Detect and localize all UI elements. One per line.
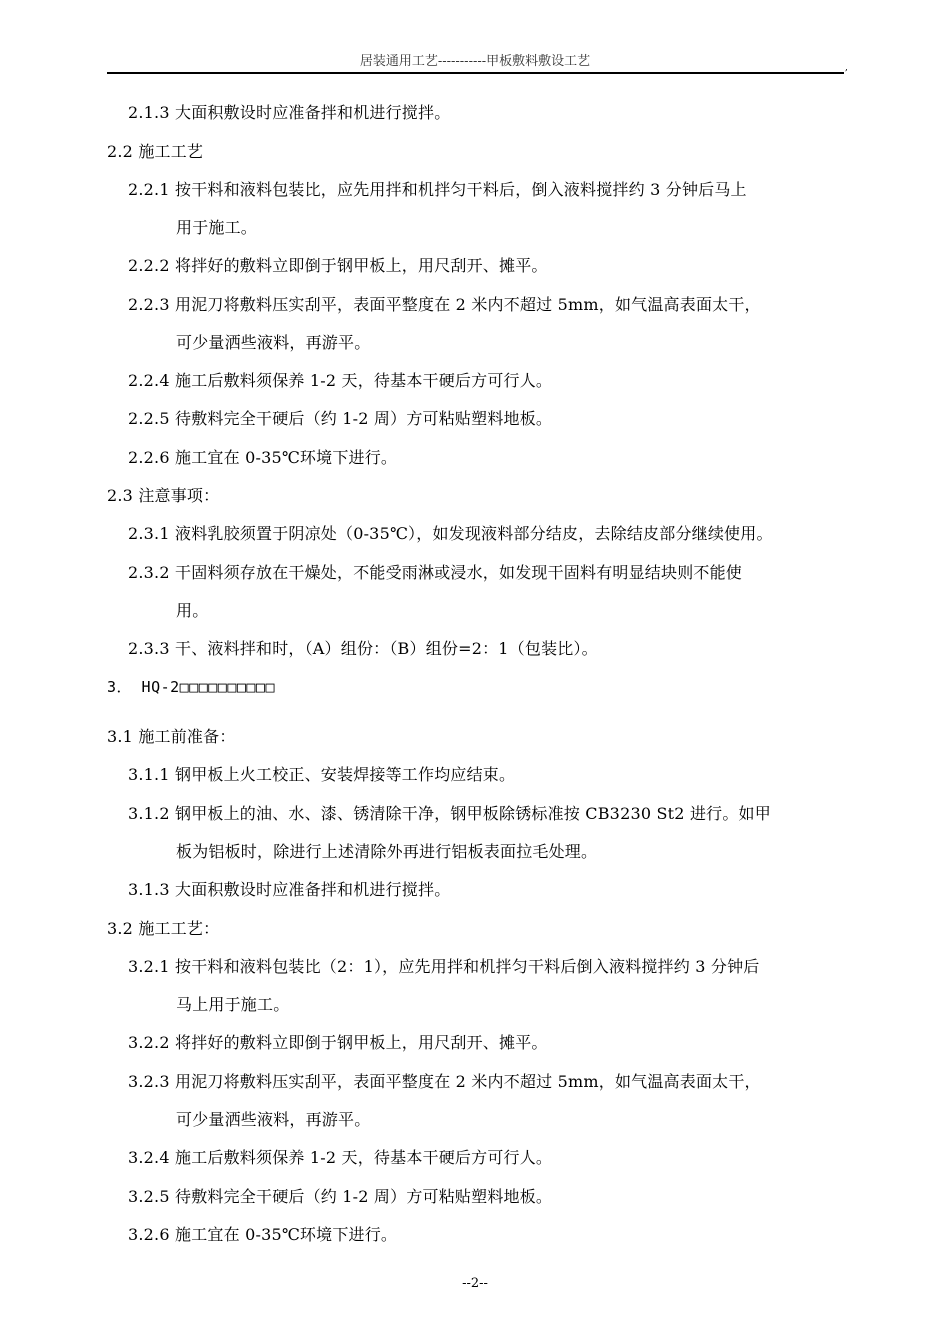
clause-2-2-3: 2.2.3 用泥刀将敷料压实刮平，表面平整度在 2 米内不超过 5mm，如气温高表面太干， [128, 295, 761, 314]
clause-3-2-4: 3.2.4 施工后敷料须保养 1-2 天，待基本干硬后方可行人。 [128, 1148, 553, 1167]
clause-3-1-3: 3.1.3 大面积敷设时应准备拌和机进行搅拌。 [128, 880, 451, 899]
header-mark: , [845, 63, 848, 73]
heading-2-2: 2.2 施工工艺 [107, 142, 204, 161]
header-divider [107, 72, 844, 74]
clause-2-1-3: 2.1.3 大面积敷设时应准备拌和机进行搅拌。 [128, 103, 451, 122]
clause-2-3-1: 2.3.1 液料乳胶须置于阴凉处（0-35℃），如发现液料部分结皮，去除结皮部分继续使用。 [128, 524, 773, 543]
clause-3-2-3: 3.2.3 用泥刀将敷料压实刮平，表面平整度在 2 米内不超过 5mm，如气温高表面太干， [128, 1072, 761, 1091]
clause-2-2-3-continued: 可少量洒些液料，再游平。 [176, 333, 371, 352]
page-number: --2-- [462, 1276, 488, 1291]
heading-3-2: 3.2 施工工艺： [107, 919, 220, 938]
clause-3-1-2-continued: 板为铝板时，除进行上述清除外再进行铝板表面拉毛处理。 [176, 842, 598, 861]
clause-2-2-4: 2.2.4 施工后敷料须保养 1-2 天，待基本干硬后方可行人。 [128, 371, 553, 390]
clause-2-3-2-continued: 用。 [176, 601, 209, 620]
clause-3-2-3-continued: 可少量洒些液料，再游平。 [176, 1110, 371, 1129]
clause-3-2-5: 3.2.5 待敷料完全干硬后（约 1-2 周）方可粘贴塑料地板。 [128, 1187, 553, 1206]
clause-2-2-5: 2.2.5 待敷料完全干硬后（约 1-2 周）方可粘贴塑料地板。 [128, 409, 553, 428]
section-3-heading: 3． HQ-2□□□□□□□□□□ [107, 678, 275, 696]
clause-2-2-1-continued: 用于施工。 [176, 218, 258, 237]
clause-2-2-6: 2.2.6 施工宜在 0-35℃环境下进行。 [128, 448, 398, 467]
clause-2-2-1: 2.2.1 按干料和液料包装比，应先用拌和机拌匀干料后，倒入液料搅拌约 3 分钟后马上 [128, 180, 747, 199]
clause-3-2-1: 3.2.1 按干料和液料包装比（2：1），应先用拌和机拌匀干料后倒入液料搅拌约 3 分钟后 [128, 957, 760, 976]
heading-3-1: 3.1 施工前准备： [107, 727, 236, 746]
clause-2-3-3: 2.3.3 干、液料拌和时，（A）组份：（B）组份=2：1（包装比）。 [128, 639, 598, 658]
clause-3-2-1-continued: 马上用于施工。 [176, 995, 290, 1014]
clause-3-1-1: 3.1.1 钢甲板上火工校正、安装焊接等工作均应结束。 [128, 765, 516, 784]
heading-2-3: 2.3 注意事项： [107, 486, 220, 505]
clause-3-2-6: 3.2.6 施工宜在 0-35℃环境下进行。 [128, 1225, 398, 1244]
clause-2-3-2: 2.3.2 干固料须存放在干燥处，不能受雨淋或浸水，如发现干固料有明显结块则不能使 [128, 563, 742, 582]
clause-3-2-2: 3.2.2 将拌好的敷料立即倒于钢甲板上，用尺刮开、摊平。 [128, 1033, 548, 1052]
clause-2-2-2: 2.2.2 将拌好的敷料立即倒于钢甲板上，用尺刮开、摊平。 [128, 256, 548, 275]
clause-3-1-2: 3.1.2 钢甲板上的油、水、漆、锈清除干净，钢甲板除锈标准按 CB3230 St2 进行。如甲 [128, 804, 771, 823]
page-header-title: 居装通用工艺-----------甲板敷料敷设工艺 [359, 54, 591, 69]
